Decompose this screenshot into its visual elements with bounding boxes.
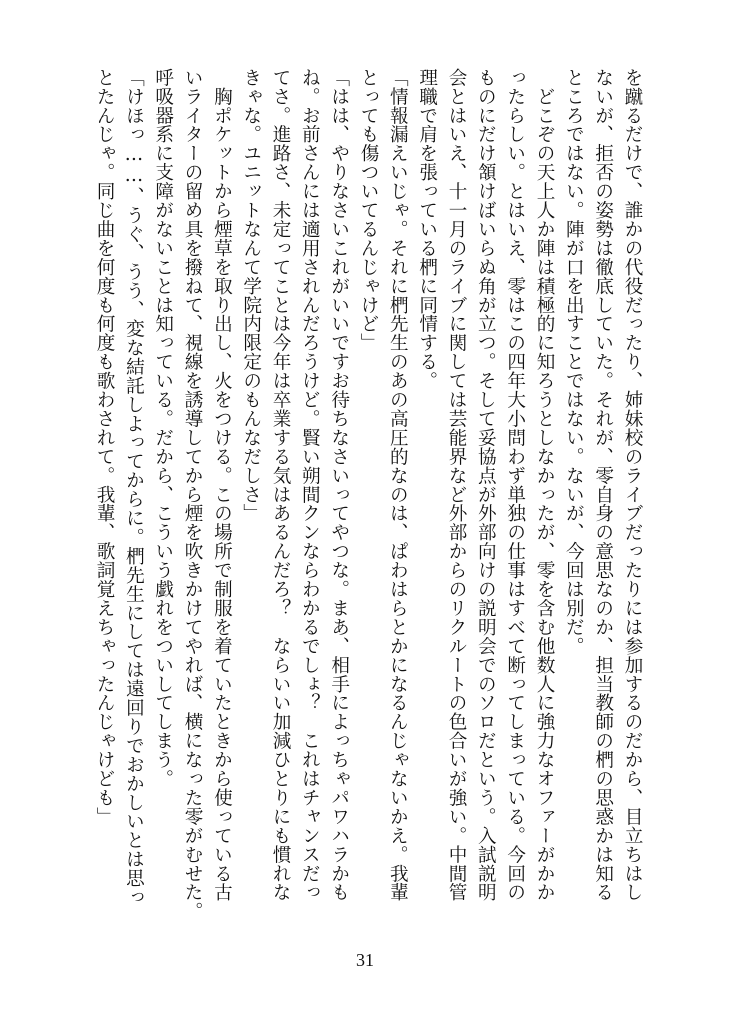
- text-column: ったらしい。とはいえ、零はこの四年大小問わず単独の仕事はすべて断ってしまっている。今回の: [504, 68, 526, 902]
- text-column: 会とはいえ、十一月のライブに関しては芸能界など外部からのリクルートの色合いが強い。中間管: [446, 68, 468, 902]
- page-number: 31: [356, 950, 374, 970]
- text-column: てさ。進路さ、未定ってことは今年は卒業する気はあるんだろ？ ならいい加減ひとりにも慣れな: [270, 68, 292, 902]
- text-column: 「情報漏えいじゃ。それに椚先生のあの高圧的なのは、ぱわはらとかになるんじゃないかえ。我輩: [387, 68, 409, 902]
- body-text: [94, 68, 644, 921]
- text-column: 理職で肩を張っている椚に同情する。: [416, 68, 438, 391]
- text-column: 「けほっ……、うぐ、うう、変な結託しよってからに。椚先生にしては遠回りでおかしいとは思っ: [123, 68, 145, 907]
- text-column: いライターの留め具を撥ねて、視線を誘導してから煙を吹きかけてやれば、横になった零がむせた。: [182, 68, 204, 921]
- text-column: ね。お前さんには適用されんだろうけど。賢い朔間クンならわかるでしょ？ これはチャンスだっ: [299, 68, 321, 902]
- text-column: ところではない。陣が口を出すことではない。ないが、今回は別だ。: [563, 68, 585, 656]
- text-column: どこぞの天上人か陣は積極的に知ろうとしなかったが、零を含む他数人に強力なオファーがかか: [534, 68, 555, 902]
- text-column: ものにだけ頷けばいらぬ角が立つ。そして妥協点が外部向けの説明会でのソロだという。入試説明: [475, 68, 497, 902]
- text-column: とっても傷ついてるんじゃけど」: [358, 68, 380, 353]
- text-column: ないが、拒否の姿勢は徹底していた。それが、零自身の意思なのか、担当教師の椚の思惑かは知る: [592, 68, 614, 902]
- text-column: を蹴るだけで、誰かの代役だったり、姉妹校のライブだったりには参加するのだから、目立ちはし: [622, 68, 643, 902]
- text-column: 呼吸器系に支障がないことは知っている。だから、こういう戯れをついしてしまう。: [152, 68, 174, 789]
- text-column: とたんじゃ。同じ曲を何度も何度も歌わされて。我輩、歌詞覚えちゃったんじゃけども」: [94, 68, 116, 826]
- text-column: きゃな。ユニットなんて学院内限定のもんなだしさ」: [240, 68, 262, 523]
- text-column: 「はは、やりなさいこれがいいですお待ちなさいってやつな。まあ、相手によっちゃパワハラかも: [328, 68, 350, 902]
- text-column: 胸ポケットから煙草を取り出し、火をつける。この場所で制服を着ていたときから使っている古: [211, 68, 233, 902]
